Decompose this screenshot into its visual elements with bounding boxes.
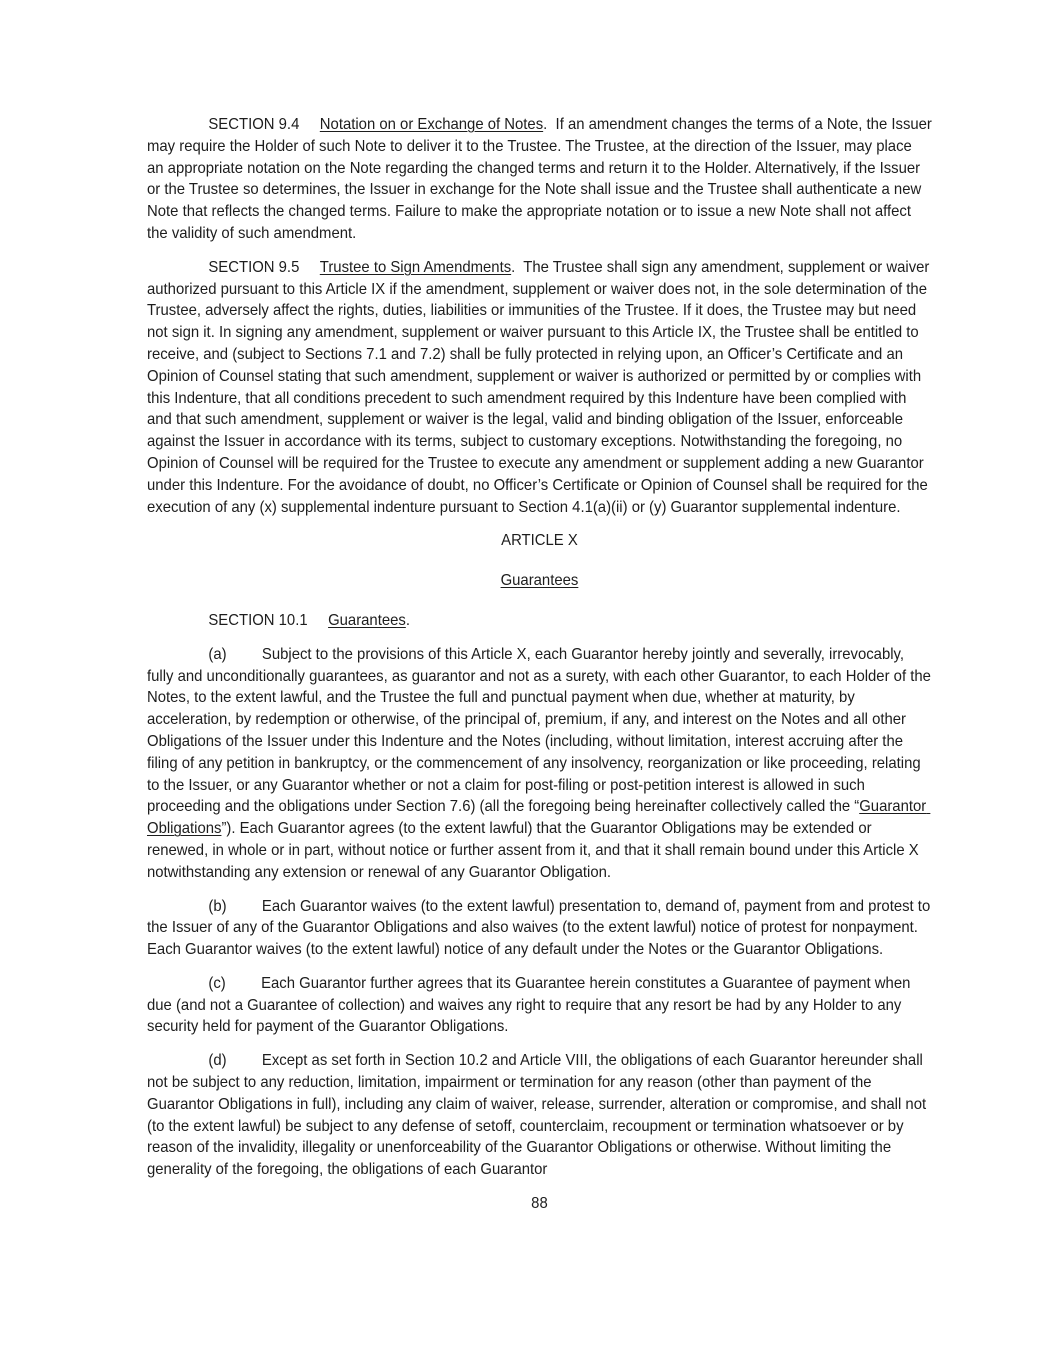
paragraph-d xyxy=(147,1050,932,1181)
tab-spacer xyxy=(299,271,319,272)
paragraph-a xyxy=(147,644,936,884)
tab-spacer xyxy=(299,128,319,129)
text-run: (a) xyxy=(208,645,227,663)
tab-spacer xyxy=(227,658,262,659)
text-run: (b) xyxy=(208,897,227,915)
paragraph-section-9-5 xyxy=(147,257,932,519)
text-run: Each Guarantor waives (to the extent lawful) presentation to, demand of, payment from and protest to the Issuer of any of the Guarantor Obligations and also waives (to the extent lawful) notice of protest for nonpayment. Each Guarantor waives (to the extent lawful) notice of any default under the Notes or the Guarantor Obligations. xyxy=(147,897,935,959)
text-run: Except as set forth in Section 10.2 and Article VIII, the obligations of each Guarantor hereunder shall not be subject to any reduction, limitation, impairment or termination for any reason (other than payment of the Guarantor Obligations in full), including any claim of waiver, release, surrender, alteration or compromise, and shall not (to the extent lawful) be subject to any defense of setoff, counterclaim, recoupment or termination whatsoever or by reason of the invalidity, illegality or unenforceability of the Guarantor Obligations or otherwise. Without limiting the generality of the foregoing, the obligations of each Guarantor xyxy=(147,1052,931,1179)
tab-spacer xyxy=(308,624,328,625)
underlined-text-run: Trustee to Sign Amendments xyxy=(319,258,512,276)
text-run: (d) xyxy=(208,1052,227,1070)
text-run: SECTION 9.4 xyxy=(208,116,300,133)
article-heading: ARTICLE X xyxy=(501,532,578,550)
page-number: 88 xyxy=(531,1195,548,1213)
text-run: . The Trustee shall sign any amendment, supplement or waiver authorized pursuant to this Article IX if the amendment, supplement or waiver does not, in the sole determination of the Trustee, adversely affect the rights, duties, liabilities or immunities of the Trustee. If it does, the Trustee may but need not sign it. In signing any amendment, supplement or waiver pursuant to this Article IX, the Trustee shall be entitled to receive, and (subject to Sections 7.1 and 7.2) shall be fully protected in relying upon, an Officer’s Certificate and an Opinion of Counsel stating that such amendment, supplement or waiver is authorized or permitted by or complies with this Indenture, that all conditions precedent to such amendment required by this Indenture have been complied with and that such amendment, supplement or waiver is the legal, valid and binding obligation of the Issuer, enforceable against the Issuer in accordance with its terms, subject to customary exceptions. Notwithstanding the foregoing, no Opinion of Counsel will be required for the Trustee to execute any amendment or supplement adding a new Guarantor under this Indenture. For the avoidance of doubt, no Officer’s Certificate or Opinion of Counsel shall be required for the execution of any (x) supplemental indenture pursuant to Section 4.1(a)(ii) or (y) Guarantor supplemental indenture. xyxy=(147,258,934,516)
text-run: Each Guarantor further agrees that its Guarantee herein constitutes a Guarantee of payment when due (and not a Guarantee of collection) and waives any right to require that any resort be had by any Holder to any security held for payment of the Guarantor Obligations. xyxy=(147,974,915,1036)
tab-spacer xyxy=(226,987,261,988)
text-run: SECTION 9.5 xyxy=(208,258,300,276)
text-run: ”). Each Guarantor agrees (to the extent lawful) that the Guarantor Obligations may be extended or renewed, in whole or in part, without notice or further assent from it, and that it shall remain bound under this Article X notwithstanding any extension or renewal of any Guarantor Obligation. xyxy=(147,820,923,881)
paragraph-c xyxy=(147,973,932,1038)
paragraph-b xyxy=(147,896,935,961)
text-run: . If an amendment changes the terms of a Note, the Issuer may require the Holder of such Note to deliver it to the Trustee. The Trustee, at the direction of the Issuer, may place an appropriate notation on the Note regarding the changed terms and return it to the Holder. Alternatively, if the Issuer or the Trustee so determines, the Issuer in exchange for the Note shall issue and the Trustee shall authenticate a new Note that reflects the changed terms. Failure to make the appropriate notation or to issue a new Note shall not affect the validity of such amendment. xyxy=(147,116,937,242)
underlined-text-run: Guarantor Obligations xyxy=(147,798,931,838)
article-subheading-text: Guarantees xyxy=(500,572,579,590)
article-subheading xyxy=(147,570,932,592)
tab-spacer xyxy=(227,910,262,911)
tab-spacer xyxy=(227,1064,262,1065)
text-run: (c) xyxy=(208,974,226,992)
paragraph-section-9-4 xyxy=(147,114,937,245)
paragraph-section-10-1 xyxy=(147,610,932,632)
underlined-text-run: Guarantees xyxy=(328,611,406,629)
page-content xyxy=(147,114,937,1215)
text-run: SECTION 10.1 xyxy=(208,611,308,629)
underlined-text-run: Notation on or Exchange of Notes xyxy=(319,116,544,133)
text-run: . xyxy=(405,611,410,629)
text-run: Subject to the provisions of this Article X, each Guarantor hereby jointly and severally, irrevocably, fully and unconditionally guarantees, as guarantor and not as a surety, with each other Guarantor, to each Holder of the Notes, to the extent lawful, and the Trustee the full and punctual payment when due, whether at maturity, by acceleration, by redemption or otherwise, of the principal of, premium, if any, and interest on the Notes and all other Obligations of the Issuer under this Indenture and the Notes (including, without limitation, interest accruing after the filing of any petition in bankruptcy, or the commencement of any insolvency, reorganization or like proceeding, relating to the Issuer, or any Guarantor whether or not a claim for post-filing or post-petition interest is allowed in such proceeding and the obligations under Section 7.6) (all the foregoing being hereinafter collectively called the “ xyxy=(147,645,936,816)
